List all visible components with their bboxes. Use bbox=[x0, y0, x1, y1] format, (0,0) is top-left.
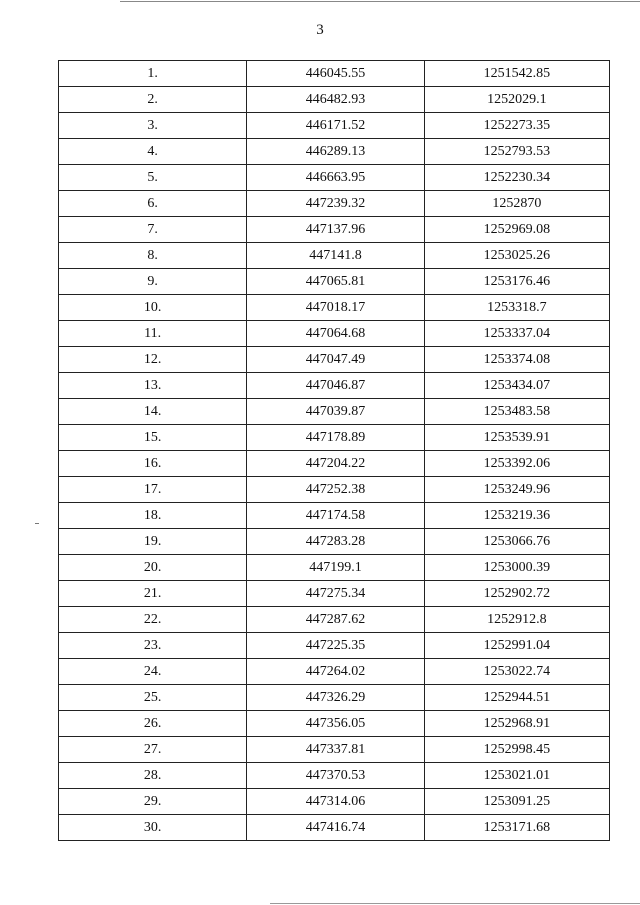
point-number-cell: 2. bbox=[59, 87, 247, 113]
table-row bbox=[59, 685, 610, 711]
x-coordinate-cell: 447283.28 bbox=[247, 529, 424, 555]
y-coordinate-cell: 1252902.72 bbox=[424, 581, 609, 607]
x-coordinate-cell: 447018.17 bbox=[247, 295, 424, 321]
point-number-cell: 26. bbox=[59, 711, 247, 737]
x-coordinate-cell: 447264.02 bbox=[247, 659, 424, 685]
coordinates-table-body bbox=[59, 61, 610, 841]
table-row bbox=[59, 113, 610, 139]
point-number-cell: 11. bbox=[59, 321, 247, 347]
point-number-cell: 3. bbox=[59, 113, 247, 139]
x-coordinate-cell: 446045.55 bbox=[247, 61, 424, 87]
table-row bbox=[59, 269, 610, 295]
y-coordinate-cell: 1252968.91 bbox=[424, 711, 609, 737]
point-number-cell: 19. bbox=[59, 529, 247, 555]
point-number-cell: 8. bbox=[59, 243, 247, 269]
table-row bbox=[59, 139, 610, 165]
y-coordinate-cell: 1253392.06 bbox=[424, 451, 609, 477]
x-coordinate-cell: 447337.81 bbox=[247, 737, 424, 763]
table-row bbox=[59, 581, 610, 607]
point-number-cell: 29. bbox=[59, 789, 247, 815]
coordinates-table bbox=[58, 60, 610, 841]
y-coordinate-cell: 1253249.96 bbox=[424, 477, 609, 503]
x-coordinate-cell: 447047.49 bbox=[247, 347, 424, 373]
point-number-cell: 4. bbox=[59, 139, 247, 165]
y-coordinate-cell: 1253000.39 bbox=[424, 555, 609, 581]
x-coordinate-cell: 447046.87 bbox=[247, 373, 424, 399]
table-row bbox=[59, 555, 610, 581]
point-number-cell: 27. bbox=[59, 737, 247, 763]
y-coordinate-cell: 1252029.1 bbox=[424, 87, 609, 113]
point-number-cell: 7. bbox=[59, 217, 247, 243]
y-coordinate-cell: 1252230.34 bbox=[424, 165, 609, 191]
point-number-cell: 14. bbox=[59, 399, 247, 425]
x-coordinate-cell: 447065.81 bbox=[247, 269, 424, 295]
x-coordinate-cell: 447326.29 bbox=[247, 685, 424, 711]
point-number-cell: 6. bbox=[59, 191, 247, 217]
table-row bbox=[59, 789, 610, 815]
table-row bbox=[59, 399, 610, 425]
x-coordinate-cell: 447064.68 bbox=[247, 321, 424, 347]
table-row bbox=[59, 217, 610, 243]
point-number-cell: 16. bbox=[59, 451, 247, 477]
y-coordinate-cell: 1253025.26 bbox=[424, 243, 609, 269]
table-row bbox=[59, 529, 610, 555]
x-coordinate-cell: 447204.22 bbox=[247, 451, 424, 477]
table-row bbox=[59, 243, 610, 269]
y-coordinate-cell: 1253318.7 bbox=[424, 295, 609, 321]
y-coordinate-cell: 1251542.85 bbox=[424, 61, 609, 87]
y-coordinate-cell: 1253091.25 bbox=[424, 789, 609, 815]
table-row bbox=[59, 659, 610, 685]
x-coordinate-cell: 447314.06 bbox=[247, 789, 424, 815]
x-coordinate-cell: 447174.58 bbox=[247, 503, 424, 529]
x-coordinate-cell: 447178.89 bbox=[247, 425, 424, 451]
point-number-cell: 9. bbox=[59, 269, 247, 295]
table-row bbox=[59, 165, 610, 191]
x-coordinate-cell: 447356.05 bbox=[247, 711, 424, 737]
point-number-cell: 25. bbox=[59, 685, 247, 711]
x-coordinate-cell: 447370.53 bbox=[247, 763, 424, 789]
x-coordinate-cell: 446171.52 bbox=[247, 113, 424, 139]
point-number-cell: 23. bbox=[59, 633, 247, 659]
page-number: 3 bbox=[316, 22, 324, 38]
x-coordinate-cell: 446482.93 bbox=[247, 87, 424, 113]
point-number-cell: 28. bbox=[59, 763, 247, 789]
point-number-cell: 22. bbox=[59, 607, 247, 633]
table-row bbox=[59, 61, 610, 87]
table-row bbox=[59, 295, 610, 321]
y-coordinate-cell: 1253021.01 bbox=[424, 763, 609, 789]
table-row bbox=[59, 633, 610, 659]
y-coordinate-cell: 1253434.07 bbox=[424, 373, 609, 399]
point-number-cell: 20. bbox=[59, 555, 247, 581]
x-coordinate-cell: 447416.74 bbox=[247, 815, 424, 841]
table-row bbox=[59, 477, 610, 503]
x-coordinate-cell: 446663.95 bbox=[247, 165, 424, 191]
x-coordinate-cell: 447137.96 bbox=[247, 217, 424, 243]
point-number-cell: 18. bbox=[59, 503, 247, 529]
table-row bbox=[59, 347, 610, 373]
table-row bbox=[59, 737, 610, 763]
point-number-cell: 15. bbox=[59, 425, 247, 451]
y-coordinate-cell: 1252912.8 bbox=[424, 607, 609, 633]
point-number-cell: 24. bbox=[59, 659, 247, 685]
x-coordinate-cell: 447239.32 bbox=[247, 191, 424, 217]
y-coordinate-cell: 1253337.04 bbox=[424, 321, 609, 347]
y-coordinate-cell: 1253171.68 bbox=[424, 815, 609, 841]
table-row bbox=[59, 425, 610, 451]
bottom-edge-line bbox=[270, 903, 640, 904]
x-coordinate-cell: 447275.34 bbox=[247, 581, 424, 607]
point-number-cell: 10. bbox=[59, 295, 247, 321]
table-row bbox=[59, 503, 610, 529]
point-number-cell: 12. bbox=[59, 347, 247, 373]
y-coordinate-cell: 1252944.51 bbox=[424, 685, 609, 711]
table-row bbox=[59, 451, 610, 477]
scan-mark bbox=[35, 523, 39, 524]
y-coordinate-cell: 1252273.35 bbox=[424, 113, 609, 139]
y-coordinate-cell: 1253066.76 bbox=[424, 529, 609, 555]
y-coordinate-cell: 1252991.04 bbox=[424, 633, 609, 659]
table-row bbox=[59, 321, 610, 347]
y-coordinate-cell: 1253374.08 bbox=[424, 347, 609, 373]
y-coordinate-cell: 1253022.74 bbox=[424, 659, 609, 685]
y-coordinate-cell: 1253219.36 bbox=[424, 503, 609, 529]
x-coordinate-cell: 446289.13 bbox=[247, 139, 424, 165]
y-coordinate-cell: 1252998.45 bbox=[424, 737, 609, 763]
top-edge-line bbox=[120, 1, 640, 2]
y-coordinate-cell: 1253176.46 bbox=[424, 269, 609, 295]
table-row bbox=[59, 711, 610, 737]
table-row bbox=[59, 815, 610, 841]
x-coordinate-cell: 447287.62 bbox=[247, 607, 424, 633]
y-coordinate-cell: 1252870 bbox=[424, 191, 609, 217]
x-coordinate-cell: 447141.8 bbox=[247, 243, 424, 269]
point-number-cell: 30. bbox=[59, 815, 247, 841]
table-row bbox=[59, 373, 610, 399]
y-coordinate-cell: 1252969.08 bbox=[424, 217, 609, 243]
x-coordinate-cell: 447225.35 bbox=[247, 633, 424, 659]
table-row bbox=[59, 87, 610, 113]
point-number-cell: 1. bbox=[59, 61, 247, 87]
point-number-cell: 5. bbox=[59, 165, 247, 191]
x-coordinate-cell: 447039.87 bbox=[247, 399, 424, 425]
point-number-cell: 17. bbox=[59, 477, 247, 503]
table-row bbox=[59, 607, 610, 633]
x-coordinate-cell: 447199.1 bbox=[247, 555, 424, 581]
y-coordinate-cell: 1253483.58 bbox=[424, 399, 609, 425]
point-number-cell: 13. bbox=[59, 373, 247, 399]
x-coordinate-cell: 447252.38 bbox=[247, 477, 424, 503]
table-row bbox=[59, 763, 610, 789]
table-row bbox=[59, 191, 610, 217]
y-coordinate-cell: 1253539.91 bbox=[424, 425, 609, 451]
y-coordinate-cell: 1252793.53 bbox=[424, 139, 609, 165]
point-number-cell: 21. bbox=[59, 581, 247, 607]
